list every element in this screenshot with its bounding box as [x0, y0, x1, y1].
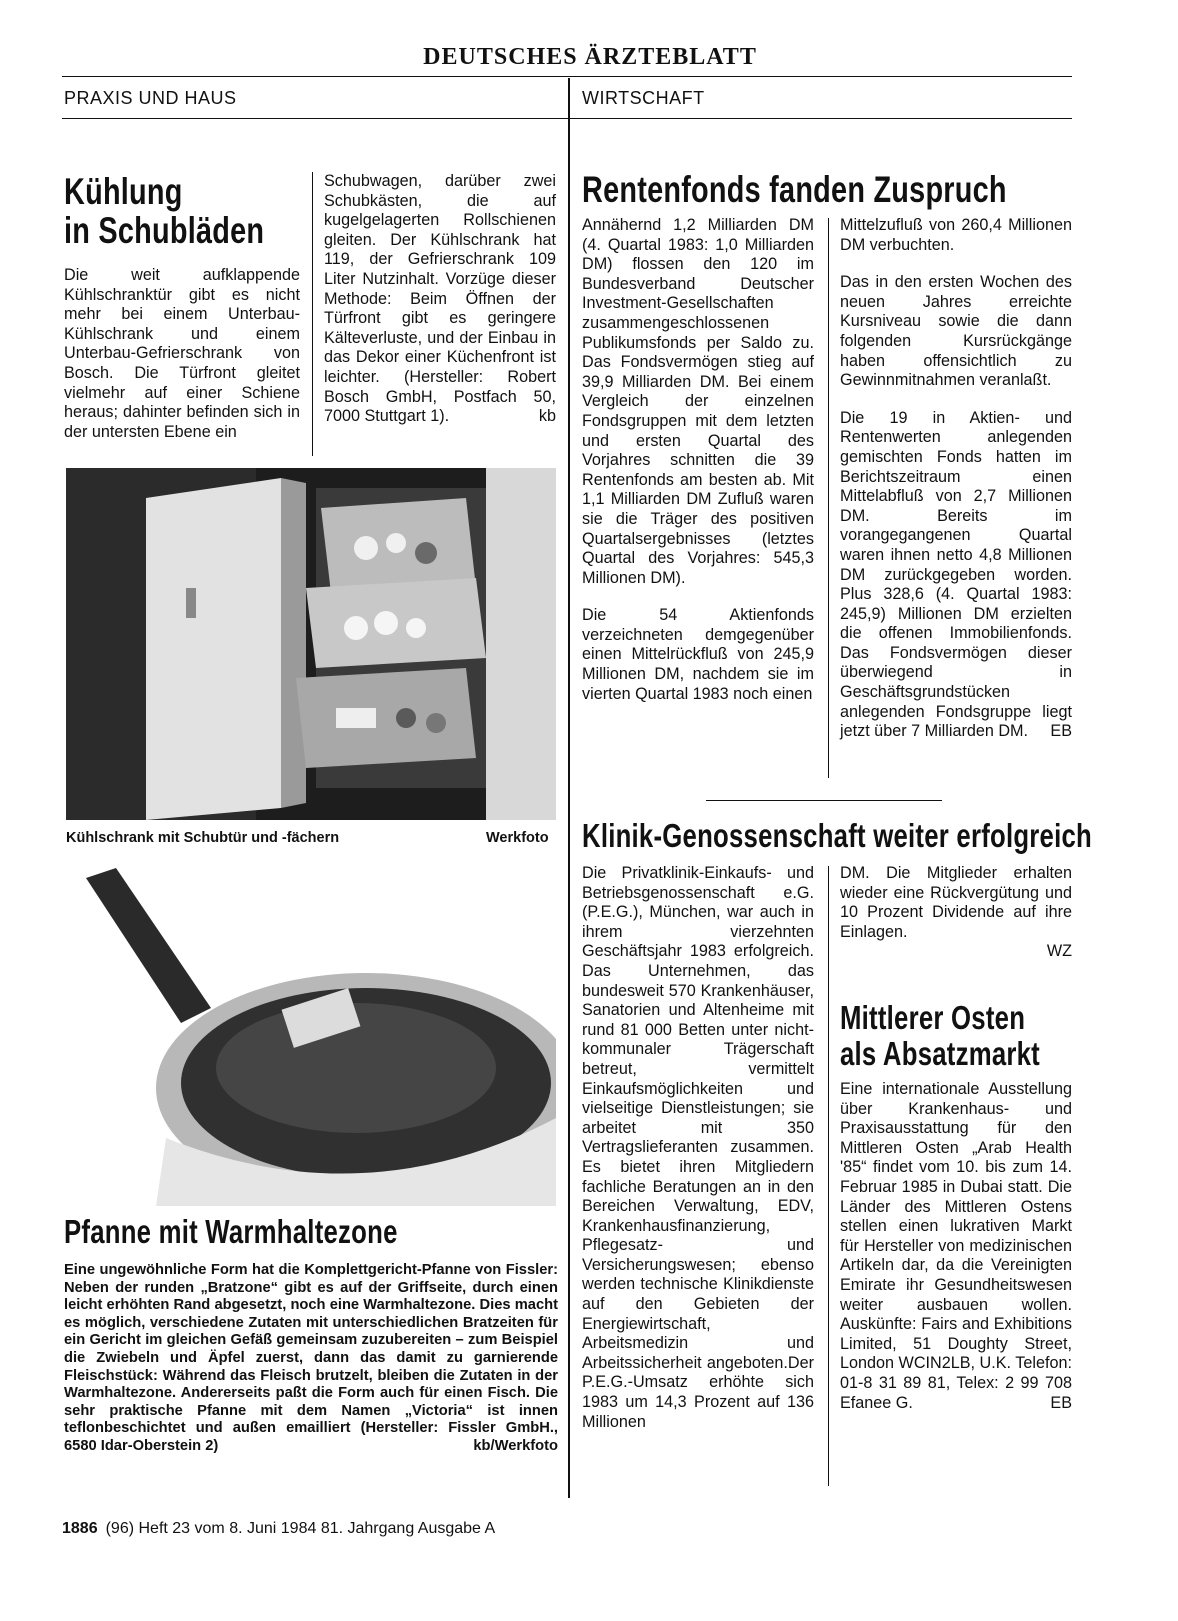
pfanne-credit: kb/Werkfoto [473, 1437, 558, 1454]
rentenfonds-col1-p2: Die 54 Aktienfonds verzeichneten demgegenüber einen Mittelrückfluß von 245,9 Millionen DM, nachdem sie im vierten Quartal 1983 noch einen [582, 606, 814, 703]
klinik-col1: Die Privatklinik-Einkaufs- und Betriebsgenossenschaft e.G. (P.E.G.), München, war auch in ihrem vierzehnten Geschäftsjahr 1983 erfolgreich. Das Unternehmen, das bundesweit 570 Krankenhäuser, Sanatorien und Altenheime mit rund 81 000 Betten unter nicht-kommunaler Trägerschaft betreut, vermittelt Einkaufsmöglichkeiten und vielseitige Dienstleistungen; sie arbeitet mit 350 Vertragslieferanten zusammen. Es bietet ihren Mitgliedern fachliche Beratungen an in den Bereichen Verwaltung, EDV, Krankenhausfinanzierung, Pflegesatz- und Versicherungswesen; ebenso werden technische Klinikdienste auf den Gebieten der Energiewirtschaft, Arbeitsmedizin und Arbeitssicherheit angeboten.Der P.E.G.-Umsatz erhöhte sich 1983 um 14,3 Prozent auf 136 Millionen [582, 864, 814, 1431]
kuehlung-col-divider [312, 172, 313, 456]
klinik-signature: WZ [1046, 942, 1072, 961]
kuehlung-headline [64, 172, 264, 250]
masthead-rule [62, 76, 1072, 77]
klinik-col2-text: DM. Die Mitglieder erhalten wieder eine Rückvergütung und 10 Prozent Dividende auf ihre Einlagen. [840, 864, 1072, 941]
kuehlung-headline-line1: Kühlung [64, 171, 183, 212]
rentenfonds-col2-p1: Mittelzufluß von 260,4 Millionen DM verbuchten. [840, 216, 1072, 254]
osten-headline-line2: als Absatzmarkt [840, 1035, 1040, 1072]
rentenfonds-col2-p2: Das in den ersten Wochen des neuen Jahres erreichte Kursniveau sowie die dann folgenden Kursrückgänge haben offensichtlich zu Gewinnmitnahmen veranlaßt. [840, 273, 1072, 390]
rentenfonds-signature: EB [1050, 722, 1072, 741]
section-rule [62, 118, 1072, 119]
osten-headline-line1: Mittlerer Osten [840, 999, 1026, 1036]
rentenfonds-col2 [840, 216, 1072, 742]
osten-body [840, 1080, 1072, 1413]
osten-headline [840, 1000, 1040, 1072]
klinik-col-divider [828, 866, 829, 1486]
page-number: 1886 [62, 1520, 98, 1537]
rentenfonds-col1 [582, 216, 814, 722]
fridge-credit: Werkfoto [486, 830, 549, 846]
pfanne-headline: Pfanne mit Warmhaltezone [64, 1213, 398, 1250]
pfanne-body-text: Eine ungewöhnliche Form hat die Komplettgericht-Pfanne von Fissler: Neben der runden „Bratzone“ gibt es auf der Griffseite, durch einen leicht erhöhten Rand abgesetzt, noch eine Warmhaltezone. Dies macht es möglich, verschiedene Zutaten mit unterschiedlichen Bratzeiten für ein Gericht im gleichen Gefäß gemeinsam zuzubereiten – zum Beispiel die Zwiebeln und Äpfel zuerst, dann das damit zu garnierende Fleischstück: Während das Fleisch brutzelt, bleiben die Zutaten in der Warmhaltezone. Andererseits paßt die Form auch für einen Fisch. Die sehr praktische Pfanne mit dem Namen „Victoria“ ist innen teflonbeschichtet und außen emailliert (Hersteller: Fissler GmbH., 6580 Idar-Oberstein 2) [64, 1262, 558, 1454]
kuehlung-col1: Die weit aufklappende Kühlschranktür gibt es nicht mehr bei einem Unterbau-Kühlschrank und einem Unterbau-Gefrierschrank von Bosch. Die Türfront gleitet vielmehr auf einer Schiene heraus; dahinter befinden sich in der untersten Ebene ein [64, 266, 300, 441]
klinik-col2 [840, 864, 1072, 962]
rentenfonds-col1-p1: Annähernd 1,2 Milliarden DM (4. Quartal 1983: 1,0 Milliarden DM) flossen den 120 im Bundesverband Deutscher Investment-Gesellschaften zusammengeschlossenen Publikumsfonds per Saldo zu. Das Fondsvermögen stieg auf 39,9 Milliarden DM. Bei einem Vergleich der einzelnen Fondsgruppen mit dem letzten und ersten Quartal des Vorjahres schnitten die 39 Rentenfonds am besten ab. Mit 1,1 Milliarden DM Zufluß waren sie die Träger des positiven Quartalsergebnisses (letztes Quartal des Vorjahres: 545,3 Millionen DM). [582, 216, 814, 587]
section-label-wirtschaft: WIRTSCHAFT [582, 88, 705, 108]
rentenfonds-headline: Rentenfonds fanden Zuspruch [582, 169, 1007, 210]
page-footer [62, 1520, 495, 1538]
kuehlung-signature: kb [538, 407, 556, 426]
osten-signature: EB [1050, 1393, 1072, 1412]
fridge-photo [66, 468, 556, 820]
pfanne-body [64, 1262, 558, 1456]
kuehlung-col2-text: Schubwagen, darüber zwei Schubkästen, die auf kugelgelagerten Rollschienen gleiten. Der Kühlschrank hat 119, der Gefrierschrank 109 Liter Nutzinhalt. Vorzüge dieser Methode: Beim Öffnen der Türfront gibt es geringere Kälteverluste, und der Einbau in das Dekor einer Küchenfront ist leichter. (Hersteller: Robert Bosch GmbH, Postfach 50, 7000 Stuttgart 1). [324, 172, 556, 426]
page-column-divider [568, 78, 570, 1498]
masthead: DEUTSCHES ÄRZTEBLATT [423, 44, 757, 70]
rentenfonds-col2-p3: Die 19 in Aktien- und Rentenwerten anlegenden gemischten Fonds hatten im Berichtszeitraum einen Mittelabfluß von 2,7 Millionen DM. Bereits im vorangegangenen Quartal waren ihnen netto 4,8 Millionen DM zurückgegeben worden. Plus 328,6 (4. Quartal 1983: 245,9) Millionen DM erzielten die offenen Immobilienfonds. Das Fondsvermögen dieser überwiegend in Geschäftsgrundstücken anlegenden Fondsgruppe liegt jetzt über 7 Milliarden DM. [840, 408, 1072, 741]
kuehlung-col2 [324, 172, 556, 427]
fridge-caption: Kühlschrank mit Schubtür und -fächern [66, 830, 340, 846]
osten-body-text: Eine internationale Ausstellung über Krankenhaus- und Praxisausstattung für den Mittleren Osten „Arab Health '85“ findet vom 10. bis zum 14. Februar 1985 in Dubai statt. Die Länder des Mittleren Ostens stellen einen lukrativen Markt für Hersteller von medizinischen Artikeln dar, da die Vereinigten Emirate ihr Gesundheitswesen weiter ausbauen wollen. Auskünfte: Fairs and Exhibitions Limited, 51 Doughty Street, London WCIN2LB, U.K. Telefon: 01-8 31 89 81, Telex: 2 99 708 Efanee G. [840, 1080, 1072, 1412]
section-label-praxis: PRAXIS UND HAUS [64, 88, 237, 108]
klinik-headline: Klinik-Genossenschaft weiter erfolgreich [582, 817, 1092, 854]
issue-info: (96) Heft 23 vom 8. Juni 1984 81. Jahrgang Ausgabe A [105, 1520, 496, 1537]
kuehlung-headline-line2: in Schubläden [64, 210, 265, 251]
article-separator [706, 800, 942, 801]
rentenfonds-col-divider [828, 218, 829, 778]
pan-photo [66, 858, 556, 1206]
